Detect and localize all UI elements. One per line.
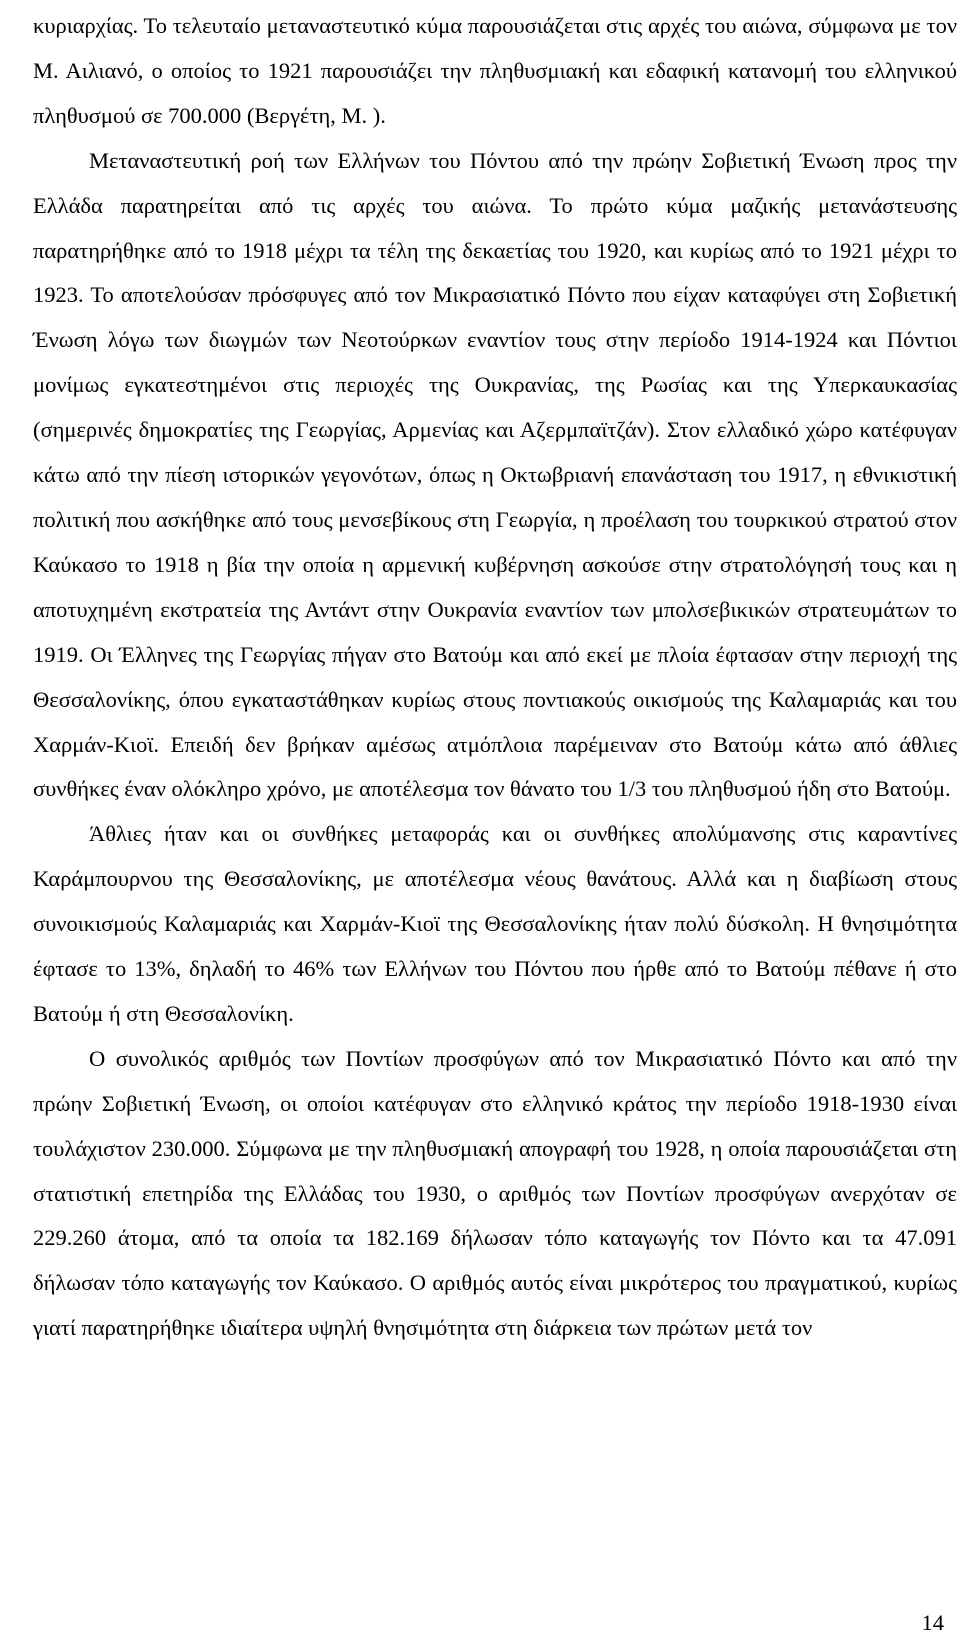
paragraph-4: Ο συνολικός αριθμός των Ποντίων προσφύγων από τον Μικρασιατικό Πόντο και από την πρώην Σοβιετική Ένωση, οι οποίοι κατέφυγαν στο ελληνικό κράτος την περίοδο 1918-1930 είναι τουλάχιστον 230.000. Σύμφωνα με την πληθυσμιακή απογραφή του 1928, η οποία παρουσιάζεται στη στατιστική επετηρίδα της Ελλάδας του 1930, ο αριθμός των Ποντίων προσφύγων ανερχόταν σε 229.260 άτομα, από τα οποία τα 182.169 δήλωσαν τόπο καταγωγής τον Πόντο και τα 47.091 δήλωσαν τόπο καταγωγής τον Καύκασο. Ο αριθμός αυτός είναι μικρότερος του πραγματικού, κυρίως γιατί παρατηρήθηκε ιδιαίτερα υψηλή θνησιμότητα στη διάρκεια των πρώτων μετά τον (33, 1045, 957, 1341)
paragraph-3: Άθλιες ήταν και οι συνθήκες μεταφοράς και οι συνθήκες απολύμανσης στις καραντίνες Καράμπουρνου της Θεσσαλονίκης, με αποτέλεσμα νέους θανάτους. Αλλά και η διαβίωση στους συνοικισμούς Καλαμαριάς και Χαρμάν-Κιοϊ της Θεσσαλονίκης ήταν πολύ δύσκολη. Η θνησιμότητα έφτασε το 13%, δηλαδή το 46% των Ελλήνων του Πόντου που ήρθε από το Βατούμ πέθανε ή στο Βατούμ ή στη Θεσσαλονίκη. (33, 821, 957, 1026)
paragraph-1: κυριαρχίας. Το τελευταίο μεταναστευτικό κύμα παρουσιάζεται στις αρχές του αιώνα, σύμφωνα με τον Μ. Αιλιανό, ο οποίος το 1921 παρουσιάζει την πληθυσμιακή και εδαφική κατανομή του ελληνικού πληθυσμού σε 700.000 (Βεργέτη, Μ. ). (33, 13, 957, 128)
page-number: 14 (921, 1610, 944, 1635)
document-page (33, 4, 957, 1351)
paragraph-2: Μεταναστευτική ροή των Ελλήνων του Πόντου από την πρώην Σοβιετική Ένωση προς την Ελλάδα παρατηρείται από τις αρχές του αιώνα. Το πρώτο κύμα μαζικής μετανάστευσης παρατηρήθηκε από το 1918 μέχρι τα τέλη της δεκαετίας του 1920, και κυρίως από το 1921 μέχρι το 1923. Το αποτελούσαν πρόσφυγες από τον Μικρασιατικό Πόντο που είχαν καταφύγει στη Σοβιετική Ένωση λόγω των διωγμών των Νεοτούρκων εναντίον τους στην περίοδο 1914-1924 και Πόντιοι μονίμως εγκατεστημένοι στις περιοχές της Ουκρανίας, της Ρωσίας και της Υπερκαυκασίας (σημερινές δημοκρατίες της Γεωργίας, Αρμενίας και Αζερμπαϊτζάν). Στον ελλαδικό χώρο κατέφυγαν κάτω από την πίεση ιστορικών γεγονότων, όπως η Οκτωβριανή επανάσταση του 1917, η εθνικιστική πολιτική που ασκήθηκε από τους μενσεβίκους στη Γεωργία, η προέλαση του τουρκικού στρατού στον Καύκασο το 1918 η βία την οποία η αρμενική κυβέρνηση ασκούσε στην στρατολόγησή τους και η αποτυχημένη εκστρατεία της Αντάντ στην Ουκρανία εναντίον των μπολσεβικικών στρατευμάτων το 1919. Οι Έλληνες της Γεωργίας πήγαν στο Βατούμ και από εκεί με πλοία έφτασαν στην περιοχή της Θεσσαλονίκης, όπου εγκαταστάθηκαν κυρίως στους ποντιακούς οικισμούς της Καλαμαριάς και του Χαρμάν-Κιοϊ. Επειδή δεν βρήκαν αμέσως ατμόπλοια παρέμειναν στο Βατούμ κάτω από άθλιες συνθήκες έναν ολόκληρο χρόνο, με αποτέλεσμα τον θάνατο του 1/3 του πληθυσμού ήδη στο Βατούμ. (33, 147, 957, 802)
